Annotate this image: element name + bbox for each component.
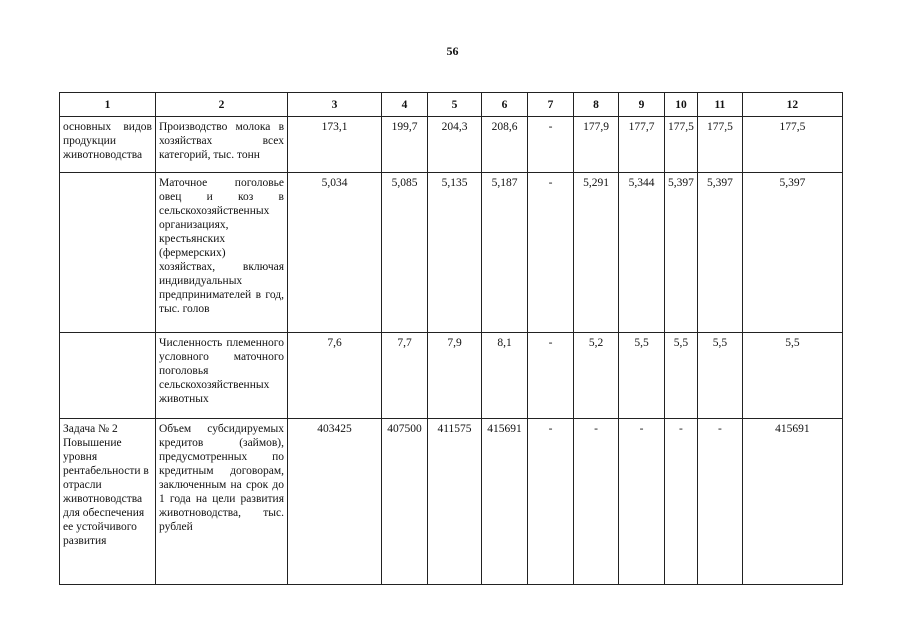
table-cell: 5,5	[619, 333, 665, 419]
table-cell: 7,6	[288, 333, 382, 419]
group-label-livestock-products: основных видов продукции животноводства	[60, 117, 156, 173]
table-cell: -	[697, 419, 742, 585]
table-cell: 7,9	[428, 333, 482, 419]
table-cell: -	[574, 419, 619, 585]
table-cell: 407500	[382, 419, 428, 585]
table-row	[60, 419, 843, 585]
empty-cell	[60, 333, 156, 419]
column-header: 11	[697, 93, 742, 117]
table-cell: 7,7	[382, 333, 428, 419]
column-header: 2	[156, 93, 288, 117]
indicator-name: Объем субсидируемых кредитов (займов), предусмотренных по кредитным договорам, заключенным на срок до 1 года на цели развития животноводства, тыс. рублей	[156, 419, 288, 585]
table-cell: -	[528, 117, 574, 173]
table-cell: 5,034	[288, 173, 382, 333]
table-cell: 204,3	[428, 117, 482, 173]
empty-cell	[60, 173, 156, 333]
table-cell: 5,5	[665, 333, 698, 419]
table-cell: -	[528, 333, 574, 419]
column-header: 4	[382, 93, 428, 117]
table-cell: 177,9	[574, 117, 619, 173]
table-cell: 177,5	[742, 117, 842, 173]
group-label-task-2: Задача № 2 Повышение уровня рентабельности в отрасли животноводства для обеспечения ее устойчивого развития	[60, 419, 156, 585]
table-cell: 5,397	[697, 173, 742, 333]
table-cell: 5,5	[742, 333, 842, 419]
table-cell: 8,1	[482, 333, 528, 419]
table-cell: 199,7	[382, 117, 428, 173]
column-header: 12	[742, 93, 842, 117]
column-header: 1	[60, 93, 156, 117]
column-header: 3	[288, 93, 382, 117]
table-cell: 403425	[288, 419, 382, 585]
table-cell: 5,5	[697, 333, 742, 419]
column-header: 8	[574, 93, 619, 117]
table-cell: 411575	[428, 419, 482, 585]
table-row	[60, 117, 843, 173]
table-cell: 208,6	[482, 117, 528, 173]
table-cell: 5,291	[574, 173, 619, 333]
table-cell: 177,7	[619, 117, 665, 173]
table-cell: 177,5	[665, 117, 698, 173]
column-header: 9	[619, 93, 665, 117]
table-cell: 5,085	[382, 173, 428, 333]
table-cell: 5,397	[742, 173, 842, 333]
table-cell: 415691	[482, 419, 528, 585]
column-header: 7	[528, 93, 574, 117]
indicator-name: Маточное поголовье овец и коз в сельскохозяйственных организациях, крестьянских (фермерских) хозяйствах, включая индивидуальных предпринимателей в год, тыс. голов	[156, 173, 288, 333]
indicator-name: Производство молока в хозяйствах всех категорий, тыс. тонн	[156, 117, 288, 173]
header-row	[60, 93, 843, 117]
column-header: 5	[428, 93, 482, 117]
page-number: 56	[446, 44, 459, 58]
table-cell: 5,397	[665, 173, 698, 333]
table-cell: -	[528, 419, 574, 585]
table-cell: -	[665, 419, 698, 585]
data-table	[59, 92, 843, 585]
table-cell: 177,5	[697, 117, 742, 173]
table-cell: 173,1	[288, 117, 382, 173]
table-cell: -	[619, 419, 665, 585]
table-row	[60, 173, 843, 333]
table-cell: 5,135	[428, 173, 482, 333]
table-cell: 5,2	[574, 333, 619, 419]
indicator-name: Численность племенного условного маточного поголовья сельскохозяйственных животных	[156, 333, 288, 419]
table-cell: 5,187	[482, 173, 528, 333]
table-row	[60, 333, 843, 419]
table-cell: 5,344	[619, 173, 665, 333]
column-header: 6	[482, 93, 528, 117]
table-cell: 415691	[742, 419, 842, 585]
column-header: 10	[665, 93, 698, 117]
table-cell: -	[528, 173, 574, 333]
